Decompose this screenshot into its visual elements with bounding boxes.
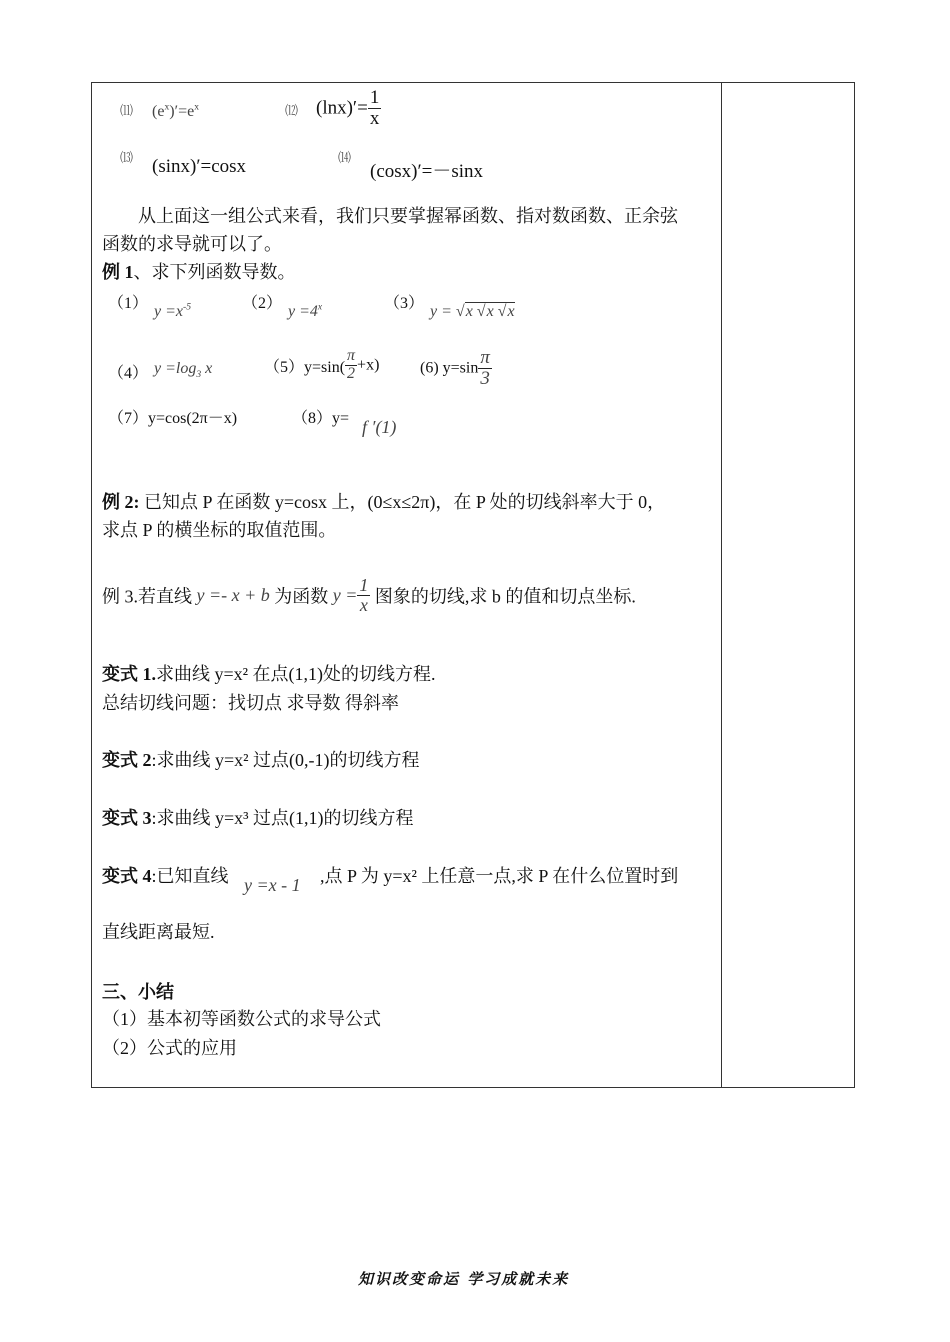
example-1-item-8-label: （8）y=	[292, 410, 350, 427]
formula-number-12: ⑿	[285, 103, 299, 118]
variant-1-summary: 总结切线问题：找切点 求导数 得斜率	[102, 693, 399, 713]
example-1-item-4: $y =\log_3$ x	[154, 360, 213, 381]
example-2-line-1: 例 2: 已知点 P 在函数 y=cosx 上，(0≤x≤2π)，在 P 处的切线斜率大于 0，	[102, 492, 666, 512]
example-2-line-2: 求点 P 的横坐标的取值范围。	[102, 520, 337, 540]
example-1-item-2: $y =4^x$	[288, 301, 323, 320]
formula-number-13: ⒀	[120, 150, 134, 165]
example-1-heading: 例 1、求下列函数导数。	[102, 262, 296, 282]
example-1-item-3-label: （3）	[384, 295, 425, 312]
formula-number-11: ⑾	[120, 103, 134, 118]
formula-14: (cosx)′=－sinx	[370, 161, 484, 182]
formula-number-14: ⒁	[338, 150, 352, 165]
example-1-item-7: （7）y=cos(2π－x)	[108, 410, 238, 427]
variant-4-line-1-rest: ,点 P 为 y=x² 上任意一点,求 P 在什么位置时到	[320, 866, 679, 886]
variant-1: 变式 1.求曲线 y=x² 在点(1,1)处的切线方程.	[102, 664, 436, 684]
example-1-item-8: f ′(1)	[362, 417, 397, 437]
example-1-item-4-label: （4）	[108, 365, 149, 382]
example-1-item-1-label: （1）	[108, 295, 149, 312]
variant-4-expression: y =x - 1	[244, 875, 301, 895]
summary-heading: 三、小结	[102, 982, 174, 1002]
variant-4-line-2: 直线距离最短.	[102, 922, 215, 942]
summary-item-1: （1）基本初等函数公式的求导公式	[102, 1009, 381, 1029]
example-1-item-2-label: （2）	[242, 295, 283, 312]
formula-11: $(e^x)'=e^x$	[152, 101, 199, 120]
variant-2: 变式 2:求曲线 y=x² 过点(0,-1)的切线方程	[102, 750, 420, 770]
formula-12: (lnx)′= $\frac{1}{x}$	[316, 87, 380, 129]
intro-line-2: 函数的求导就可以了。	[102, 234, 282, 254]
variant-4-line-1: 变式 4:已知直线	[102, 866, 229, 886]
variant-3: 变式 3:求曲线 y=x³ 过点(1,1)的切线方程	[102, 808, 414, 828]
page-footer: 知识改变命运 学习成就未来	[358, 1270, 570, 1288]
example-1-item-1: $y =x^{-5}$	[154, 301, 191, 320]
example-1-item-5: （5）y=sin( $\frac{\pi}{2}$ +x)	[264, 347, 380, 382]
example-1-item-6: (6) y=sin $\frac{\pi}{3}$	[420, 347, 490, 389]
table-column-divider	[721, 82, 722, 1088]
summary-item-2: （2）公式的应用	[102, 1038, 237, 1058]
formula-13: (sinx)′=cosx	[152, 156, 247, 177]
intro-line-1: 从上面这一组公式来看，我们只要掌握幂函数、指对数函数、正余弦	[138, 206, 678, 226]
example-1-item-3: y = √x √x √x	[430, 303, 515, 320]
example-3: 例 3.若直线 y =- x + b 为函数 y = $\frac{1}{x}$ 图象的切线,求 b 的值和切点坐标.	[102, 575, 636, 615]
